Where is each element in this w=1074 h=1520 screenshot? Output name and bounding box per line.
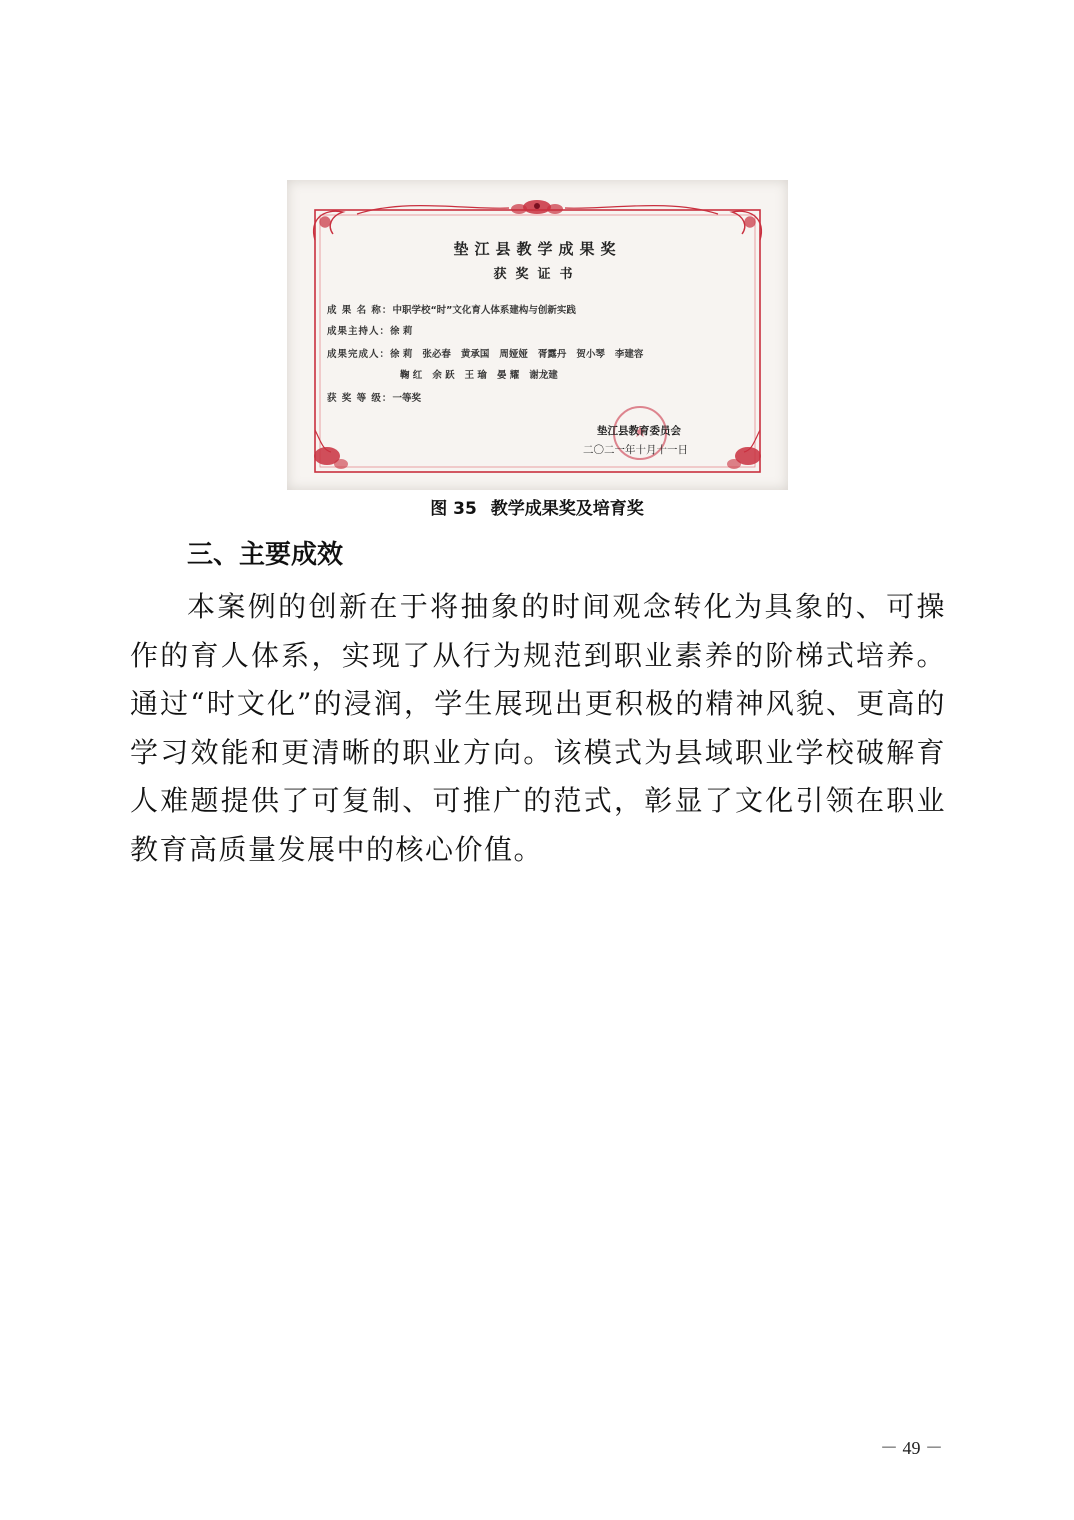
certificate-date: 二〇二一年十月十一日	[583, 444, 688, 456]
certificate-award-row	[327, 390, 421, 404]
certificate-project-row	[327, 302, 576, 316]
member-name: 贺小琴	[576, 349, 605, 360]
member-name: 胥露丹	[537, 349, 567, 360]
body-paragraph: 本案例的创新在于将抽象的时间观念转化为具象的、可操作的育人体系，实现了从行为规范到职业素养的阶梯式培养。通过“时文化”的浸润，学生展现出更积极的精神风貌、更高的学习效能和更清晰的职业方向。该模式为县域职业学校破解育人难题提供了可复制、可推广的范式，彰显了文化引领在职业教育高质量发展中的核心价值。	[130, 590, 946, 866]
figure-number: 图 35	[430, 499, 477, 519]
host-label: 成果主持人：	[327, 326, 391, 337]
member-name: 李建容	[614, 349, 644, 360]
member-name: 张必春	[422, 349, 451, 360]
corner-ornament-bottom-right	[727, 430, 761, 469]
flower-ornament-top	[511, 200, 563, 214]
award-level: 一等奖	[392, 393, 421, 404]
figure-caption-text: 教学成果奖及培育奖	[490, 499, 644, 519]
member-name: 余 跃	[432, 370, 455, 381]
certificate-members-row-2	[400, 367, 568, 381]
member-name: 徐 莉	[390, 349, 413, 360]
corner-ornament-top-left	[314, 211, 343, 240]
member-name: 晏 耀	[496, 370, 520, 381]
figure-caption	[0, 494, 1074, 519]
member-name: 谢龙建	[529, 370, 558, 381]
certificate-host-row	[327, 323, 412, 337]
corner-ornament-bottom-left	[314, 430, 348, 469]
project-label: 成 果 名 称：	[327, 305, 393, 316]
host-name: 徐 莉	[390, 326, 413, 337]
award-label: 获 奖 等 级：	[327, 393, 393, 404]
member-name: 黄承国	[460, 349, 490, 360]
certificate-members-row	[327, 346, 653, 360]
project-name: 中职学校“时”文化育人体系建构与创新实践	[392, 305, 576, 316]
page-number: － 49 －	[880, 1438, 943, 1458]
section-heading: 三、主要成效	[187, 540, 344, 570]
members-label: 成果完成人：	[327, 349, 391, 360]
members-list-2	[400, 370, 568, 381]
certificate-image	[287, 180, 788, 490]
member-name: 王 瑜	[464, 370, 487, 381]
certificate-issuer: 垫江县教育委员会	[597, 425, 681, 437]
member-name: 鞠 红	[400, 370, 423, 381]
members-list-1	[390, 349, 653, 360]
certificate-subtitle: 获奖证书	[493, 267, 582, 282]
certificate-title: 垫江县教学成果奖	[453, 240, 622, 258]
member-name: 周娅娅	[499, 349, 528, 360]
corner-ornament-top-right	[732, 211, 761, 240]
